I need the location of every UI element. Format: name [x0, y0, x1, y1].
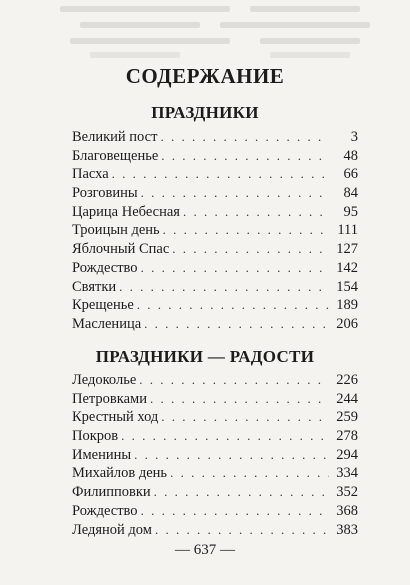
toc-entry-title: Ледоколье — [72, 372, 137, 388]
dot-leader — [150, 390, 329, 409]
dot-leader — [141, 259, 329, 278]
toc-entry-page: 3 — [350, 129, 358, 145]
toc-entry — [72, 521, 358, 540]
toc-entry — [72, 464, 358, 483]
toc-entry-title: Крестный ход — [72, 409, 159, 426]
dot-leader — [144, 315, 329, 334]
toc-entry — [72, 221, 358, 240]
dot-leader — [172, 240, 329, 259]
section-title-holidays-joys: ПРАЗДНИКИ — РАДОСТИ — [95, 347, 315, 366]
dot-leader — [154, 483, 329, 502]
toc-entry — [72, 128, 358, 147]
toc-entry-title: Пасха — [72, 166, 109, 183]
toc-entry-title: Петровками — [72, 390, 147, 407]
toc-entry-title: Рождество — [72, 502, 138, 519]
toc-entry-title: Именины — [72, 446, 132, 463]
toc-entry-page: 66 — [343, 166, 358, 183]
toc-entry — [72, 390, 358, 409]
toc-entry-page: 352 — [336, 484, 358, 501]
toc-entry-page: 142 — [336, 259, 358, 276]
dot-leader — [137, 296, 329, 315]
toc-entry-page: 334 — [336, 465, 358, 482]
toc-entry-page: 294 — [336, 446, 358, 463]
toc-entry-page: 278 — [336, 428, 358, 445]
toc-entry-title: Святки — [72, 278, 117, 295]
toc-entry — [72, 427, 358, 446]
toc-entry-page: 127 — [336, 241, 358, 258]
toc-entry-page: 383 — [336, 521, 358, 538]
dot-leader — [121, 427, 329, 446]
dot-leader — [155, 521, 329, 540]
dot-leader — [139, 371, 329, 390]
toc-list-holidays — [72, 128, 358, 334]
toc-entry-title: Филипповки — [72, 484, 151, 501]
toc-entry — [72, 203, 358, 222]
toc-entry-page: 259 — [336, 409, 358, 426]
toc-entry-page: 154 — [336, 278, 358, 295]
toc-entry-page: 48 — [343, 147, 358, 164]
dot-leader — [170, 464, 329, 483]
toc-entry — [72, 408, 358, 427]
toc-entry — [72, 278, 358, 297]
toc-entry — [72, 296, 358, 315]
toc-entry-title: Яблочный Спас — [72, 241, 170, 258]
dot-leader — [112, 165, 329, 184]
toc-entry — [72, 371, 358, 390]
toc-entry-title: Великий пост — [72, 129, 158, 145]
toc-entry-page: 189 — [336, 297, 358, 314]
toc-entry — [72, 147, 358, 166]
toc-entry-page: 206 — [336, 315, 358, 332]
dot-leader — [141, 184, 329, 203]
toc-entry — [72, 446, 358, 465]
toc-entry-page: 95 — [343, 203, 358, 220]
dot-leader — [163, 221, 329, 240]
toc-entry — [72, 502, 358, 521]
toc-entry-title: Розговины — [72, 185, 138, 202]
toc-entry-title: Михайлов день — [72, 465, 168, 482]
toc-entry-title: Покров — [72, 428, 119, 445]
toc-entry — [72, 483, 358, 502]
toc-entry — [72, 240, 358, 259]
toc-entry-title: Царица Небесная — [72, 203, 180, 220]
toc-entry-page: 111 — [337, 222, 358, 239]
toc-entry — [72, 259, 358, 278]
dot-leader — [161, 408, 329, 427]
toc-list-holidays-joys — [72, 371, 358, 539]
toc-entry-page: 244 — [336, 390, 358, 407]
dot-leader — [119, 278, 329, 297]
dot-leader — [161, 147, 329, 166]
dot-leader — [141, 502, 329, 521]
toc-entry-title: Крещенье — [72, 297, 134, 314]
dot-leader — [183, 203, 329, 222]
dot-leader — [160, 128, 329, 147]
section-title-holidays: ПРАЗДНИКИ — [151, 103, 259, 122]
toc-entry — [72, 184, 358, 203]
toc-entry-title: Масленица — [72, 315, 142, 332]
toc-entry-title: Благовещенье — [72, 147, 159, 164]
toc-entry-page: 368 — [336, 502, 358, 519]
page-number: — 637 — — [175, 542, 235, 558]
toc-entry-title: Ледяной дом — [72, 521, 152, 538]
toc-entry-title: Троицын день — [72, 222, 160, 239]
toc-entry — [72, 165, 358, 184]
page-title: СОДЕРЖАНИЕ — [125, 64, 285, 88]
toc-entry — [72, 315, 358, 334]
toc-entry-page: 84 — [343, 185, 358, 202]
toc-entry-title: Рождество — [72, 259, 138, 276]
toc-entry-page: 226 — [336, 372, 358, 388]
dot-leader — [134, 446, 329, 465]
